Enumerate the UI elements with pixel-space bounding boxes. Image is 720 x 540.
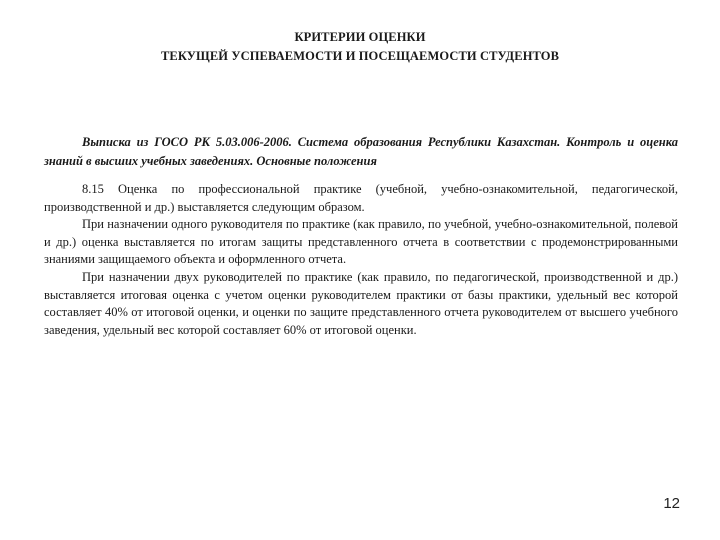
page-title xyxy=(0,28,720,66)
body-text xyxy=(44,181,678,339)
document-source-citation: Выписка из ГОСО РК 5.03.006-2006. Система образования Республики Казахстан. Контроль и оценка знаний в высших учебных заведениях. Основные положения xyxy=(44,135,678,168)
title-line-1: КРИТЕРИИ ОЦЕНКИ xyxy=(294,30,426,44)
paragraph-1: 8.15 Оценка по профессиональной практике (учебной, учебно-ознакомительной, педагогической, производственной и др.) выставляется следующим образом. xyxy=(44,182,678,214)
paragraph-3: При назначении двух руководителей по практике (как правило, по педагогической, производственной и др.) выставляется итоговая оценка с учетом оценки руководителем практики от базы практики, удельный вес которой составляет 40% от итоговой оценки, и оценки по защите представленного отчета руководителем от высшего учебного заведения, удельный вес которой составляет 60% от итоговой оценки. xyxy=(44,269,678,337)
page-number: 12 xyxy=(663,495,680,512)
paragraph-2: При назначении одного руководителя по практике (как правило, по учебной, учебно-ознакомительной, полевой и др.) оценка выставляется по итогам защиты представленного отчета в соответствии с продемонстрированными знаниями защищаемого объекта и оформленного отчета. xyxy=(44,217,678,267)
title-line-2: ТЕКУЩЕЙ УСПЕВАЕМОСТИ И ПОСЕЩАЕМОСТИ СТУДЕНТОВ xyxy=(160,49,560,63)
